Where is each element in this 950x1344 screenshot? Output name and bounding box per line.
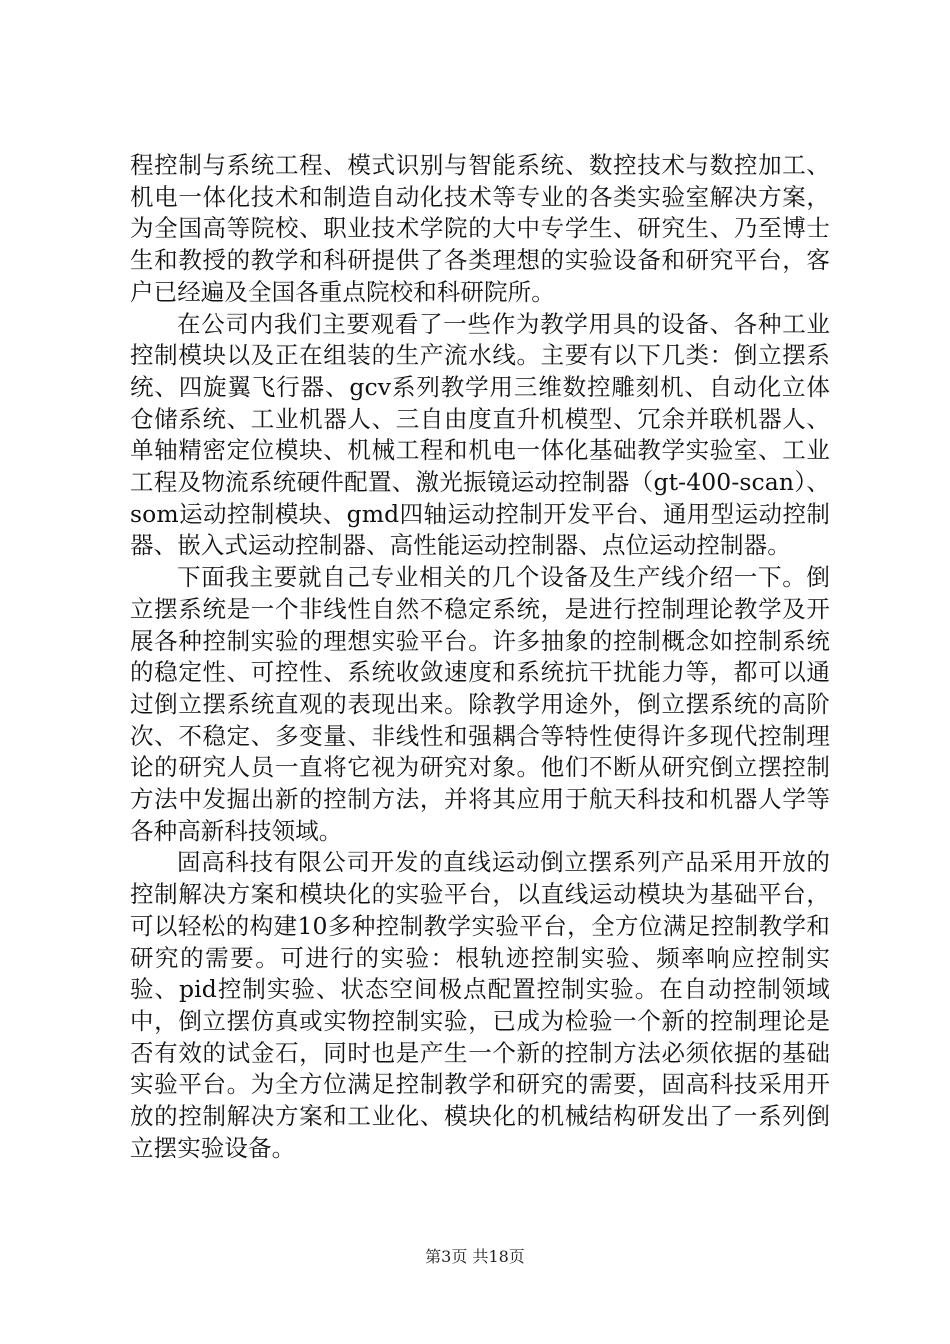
document-body <box>130 150 830 1165</box>
paragraph-company-visit: 在公司内我们主要观看了一些作为教学用具的设备、各种工业控制模块以及正在组装的生产流水线。主要有以下几类：倒立摆系统、四旋翼飞行器、gcv系列教学用三维数控雕刻机、自动化立体仓储系统、工业机器人、三自由度直升机模型、冗余并联机器人、单轴精密定位模块、机械工程和机电一体化基础教学实验室、工业工程及物流系统硬件配置、激光振镜运动控制器（gt-400-scan）、som运动控制模块、gmd四轴运动控制开发平台、通用型运动控制器、嵌入式运动控制器、高性能运动控制器、点位运动控制器。 <box>130 309 830 560</box>
paragraph-continuation: 程控制与系统工程、模式识别与智能系统、数控技术与数控加工、机电一体化技术和制造自动化技术等专业的各类实验室解决方案，为全国高等院校、职业技术学院的大中专学生、研究生、乃至博士生和教授的教学和科研提供了各类理想的实验设备和研究平台，客户已经遍及全国各重点院校和科研院所。 <box>130 151 830 306</box>
page-number-footer: 第3页 共18页 <box>425 1247 525 1266</box>
paragraph-googol-products: 固高科技有限公司开发的直线运动倒立摆系列产品采用开放的控制解决方案和模块化的实验平台，以直线运动模块为基础平台，可以轻松的构建10多种控制教学实验平台，全方位满足控制教学和研究的需要。可进行的实验：根轨迹控制实验、频率响应控制实验、pid控制实验、状态空间极点配置控制实验。在自动控制领域中，倒立摆仿真或实物控制实验，已成为检验一个新的控制理论是否有效的试金石，同时也是产生一个新的控制方法必须依据的基础实验平台。为全方位满足控制教学和研究的需要，固高科技采用开放的控制解决方案和工业化、模块化的机械结构研发出了一系列倒立摆实验设备。 <box>130 848 830 1162</box>
paragraph-inverted-pendulum: 下面我主要就自己专业相关的几个设备及生产线介绍一下。倒立摆系统是一个非线性自然不稳定系统，是进行控制理论教学及开展各种控制实验的理想实验平台。许多抽象的控制概念如控制系统的稳定性、可控性、系统收敛速度和系统抗干扰能力等，都可以通过倒立摆系统直观的表现出来。除教学用途外，倒立摆系统的高阶次、不稳定、多变量、非线性和强耦合等特性使得许多现代控制理论的研究人员一直将它视为研究对象。他们不断从研究倒立摆控制方法中发掘出新的控制方法，并将其应用于航天科技和机器人学等各种高新科技领域。 <box>130 563 830 845</box>
